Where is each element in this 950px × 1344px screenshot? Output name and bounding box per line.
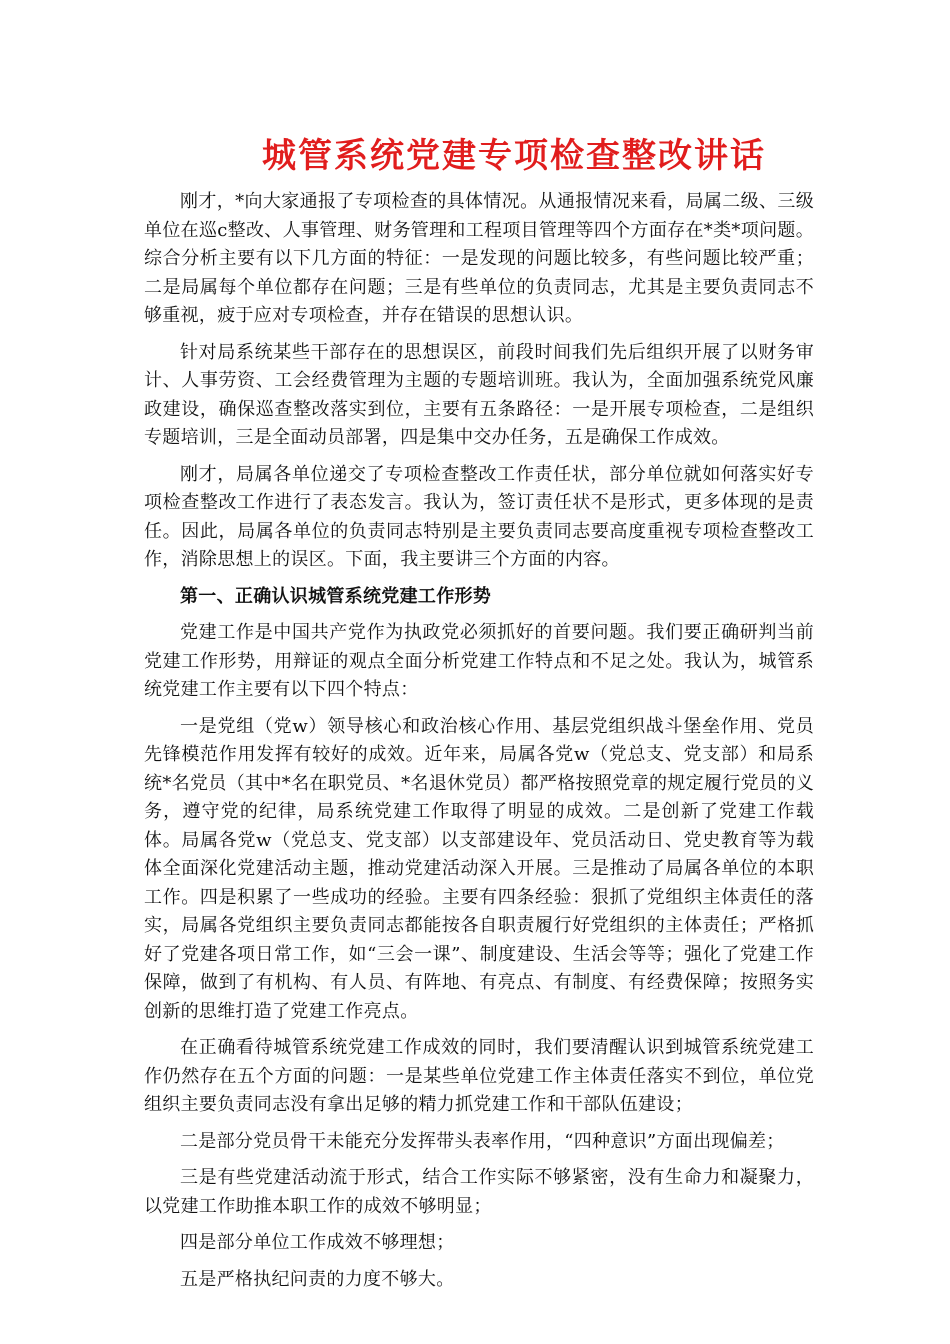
section-paragraph: 四是部分单位工作成效不够理想； xyxy=(180,1232,455,1253)
section-paragraph: 一是党组（党w）领导核心和政治核心作用、基层党组织战斗堡垒作用、党员先锋模范作用发挥有较好的成效。近年来，局属各党w（党总支、党支部）和局系统*名党员（其中*名在职党员、*名退休党员）都严格按照党章的规定履行党员的义务，遵守党的纪律，局系统党建工作取得了明显的成效。二是创新了党建工作载体。局属各党w（党总支、党支部）以支部建设年、党员活动日、党史教育等为载体全面深化党建活动主题，推动党建活动深入开展。三是推动了局属各单位的本职工作。四是积累了一些成功的经验。主要有四条经验：狠抓了党组织主体责任的落实，局属各党组织主要负责同志都能按各自职责履行好党组织的主体责任；严格抓好了党建各项日常工作，如“三会一课”、制度建设、生活会等等；强化了党建工作保障，做到了有机构、有人员、有阵地、有亮点、有制度、有经费保障；按照务实创新的思维打造了党建工作亮点。 xyxy=(144,715,814,1022)
document-page xyxy=(144,130,814,1302)
section-paragraph: 党建工作是中国共产党作为执政党必须抓好的首要问题。我们要正确研判当前党建工作形势，用辩证的观点全面分析党建工作特点和不足之处。我认为，城管系统党建工作主要有以下四个特点： xyxy=(144,622,814,700)
section-paragraph: 三是有些党建活动流于形式，结合工作实际不够紧密，没有生命力和凝聚力，以党建工作助推本职工作的成效不够明显； xyxy=(144,1167,814,1217)
document-title: 城管系统党建专项检查整改讲话 xyxy=(262,136,766,176)
section-heading: 第一、正确认识城管系统党建工作形势 xyxy=(180,585,492,607)
section-paragraph: 二是部分党员骨干未能充分发挥带头表率作用，“四种意识”方面出现偏差； xyxy=(180,1130,785,1152)
body-paragraph: 刚才，局属各单位递交了专项检查整改工作责任状，部分单位就如何落实好专项检查整改工作进行了表态发言。我认为，签订责任状不是形式，更多体现的是责任。因此，局属各单位的负责同志特别是主要负责同志要高度重视专项检查整改工作，消除思想上的误区。下面，我主要讲三个方面的内容。 xyxy=(144,463,814,570)
section-paragraph: 在正确看待城管系统党建工作成效的同时，我们要清醒认识到城管系统党建工作仍然存在五个方面的问题：一是某些单位党建工作主体责任落实不到位，单位党组织主要负责同志没有拿出足够的精力抓党建工作和干部队伍建设； xyxy=(144,1037,814,1115)
body-paragraph: 针对局系统某些干部存在的思想误区，前段时间我们先后组织开展了以财务审计、人事劳资、工会经费管理为主题的专题培训班。我认为，全面加强系统党风廉政建设，确保巡查整改落实到位，主要有五条路径：一是开展专项检查，二是组织专题培训，三是全面动员部署，四是集中交办任务，五是确保工作成效。 xyxy=(144,341,814,448)
body-paragraph: 刚才，*向大家通报了专项检查的具体情况。从通报情况来看，局属二级、三级单位在巡c整改、人事管理、财务管理和工程项目管理等四个方面存在*类*项问题。综合分析主要有以下几方面的特征：一是发现的问题比较多，有些问题比较严重；二是局属每个单位都存在问题；三是有些单位的负责同志，尤其是主要负责同志不够重视，疲于应对专项检查，并存在错误的思想认识。 xyxy=(144,191,814,326)
section-paragraph: 五是严格执纪问责的力度不够大。 xyxy=(180,1268,455,1290)
